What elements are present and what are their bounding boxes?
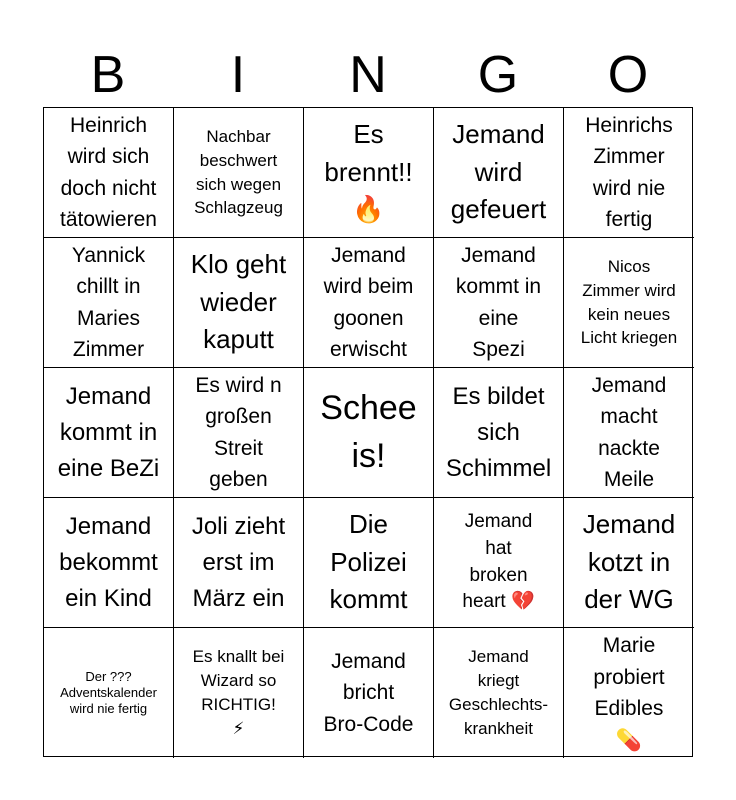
bingo-cell[interactable] — [174, 238, 304, 368]
cell-text: Es knallt bei Wizard so RICHTIG! ⚡ — [192, 647, 285, 738]
cell-text: Joli zieht erst im März ein — [191, 512, 286, 612]
cell-text: Jemand wird beim goonen erwischt — [323, 243, 414, 361]
cell-text: Jemand hat broken heart 💔 — [462, 511, 535, 613]
cell-text: Der ??? Adventskalender wird nie fertig — [60, 668, 157, 717]
bingo-cell[interactable] — [44, 368, 174, 498]
header-letter-n: N — [349, 46, 387, 104]
bingo-header — [43, 42, 693, 108]
bingo-cell[interactable] — [44, 108, 174, 238]
bingo-cell[interactable] — [174, 498, 304, 628]
bingo-cell[interactable] — [434, 368, 564, 498]
bingo-cell[interactable] — [174, 108, 304, 238]
bingo-board — [43, 107, 693, 757]
bingo-cell[interactable] — [434, 238, 564, 368]
bingo-cell[interactable] — [564, 498, 694, 628]
cell-text: Jemand wird gefeuert — [450, 118, 547, 225]
bingo-cell[interactable] — [564, 238, 694, 368]
cell-text: Heinrich wird sich doch nicht tätowieren — [60, 113, 157, 231]
cell-text: Jemand kommt in eine BeZi — [57, 382, 160, 482]
bingo-cell[interactable] — [44, 498, 174, 628]
cell-text: Jemand bekommt ein Kind — [59, 512, 158, 612]
cell-text: Marie probiert Edibles 💊 — [593, 634, 665, 752]
bingo-cell[interactable] — [304, 238, 434, 368]
bingo-cell[interactable] — [304, 498, 434, 628]
bingo-cell[interactable] — [174, 368, 304, 498]
cell-text: Yannick chillt in Maries Zimmer — [71, 243, 146, 361]
cell-text: Jemand kriegt Geschlechts- krankheit — [448, 647, 549, 738]
bingo-cell[interactable] — [44, 238, 174, 368]
bingo-cell[interactable] — [304, 108, 434, 238]
cell-text: Es brennt!! 🔥 — [324, 118, 413, 225]
header-letter-g: G — [477, 46, 519, 104]
bingo-cell[interactable] — [304, 628, 434, 758]
cell-text: Es bildet sich Schimmel — [445, 382, 552, 482]
cell-text: Nachbar beschwert sich wegen Schlagzeug — [194, 126, 283, 218]
cell-text: Jemand macht nackte Meile — [591, 373, 667, 491]
cell-text: Jemand bricht Bro-Code — [323, 649, 414, 736]
cell-text: Die Polizei kommt — [329, 508, 408, 615]
cell-text: Es wird n großen Streit geben — [195, 373, 282, 491]
bingo-cell[interactable] — [564, 628, 694, 758]
header-letter-i: I — [230, 46, 246, 104]
bingo-cell[interactable] — [564, 108, 694, 238]
cell-text: Schee is! — [320, 388, 417, 475]
bingo-cell[interactable] — [174, 628, 304, 758]
cell-text: Heinrichs Zimmer wird nie fertig — [585, 113, 673, 231]
header-letter-o: O — [607, 46, 649, 104]
free-space-cell[interactable] — [304, 368, 434, 498]
header-letter-b: B — [90, 46, 126, 104]
bingo-cell[interactable] — [434, 108, 564, 238]
bingo-cell[interactable] — [434, 628, 564, 758]
bingo-cell[interactable] — [564, 368, 694, 498]
cell-text: Jemand kotzt in der WG — [582, 508, 676, 615]
cell-text: Klo geht wieder kaputt — [190, 248, 287, 355]
bingo-cell[interactable] — [434, 498, 564, 628]
cell-text: Jemand kommt in eine Spezi — [455, 243, 542, 361]
bingo-cell[interactable] — [44, 628, 174, 758]
cell-text: Nicos Zimmer wird kein neues Licht kriegen — [580, 256, 678, 348]
